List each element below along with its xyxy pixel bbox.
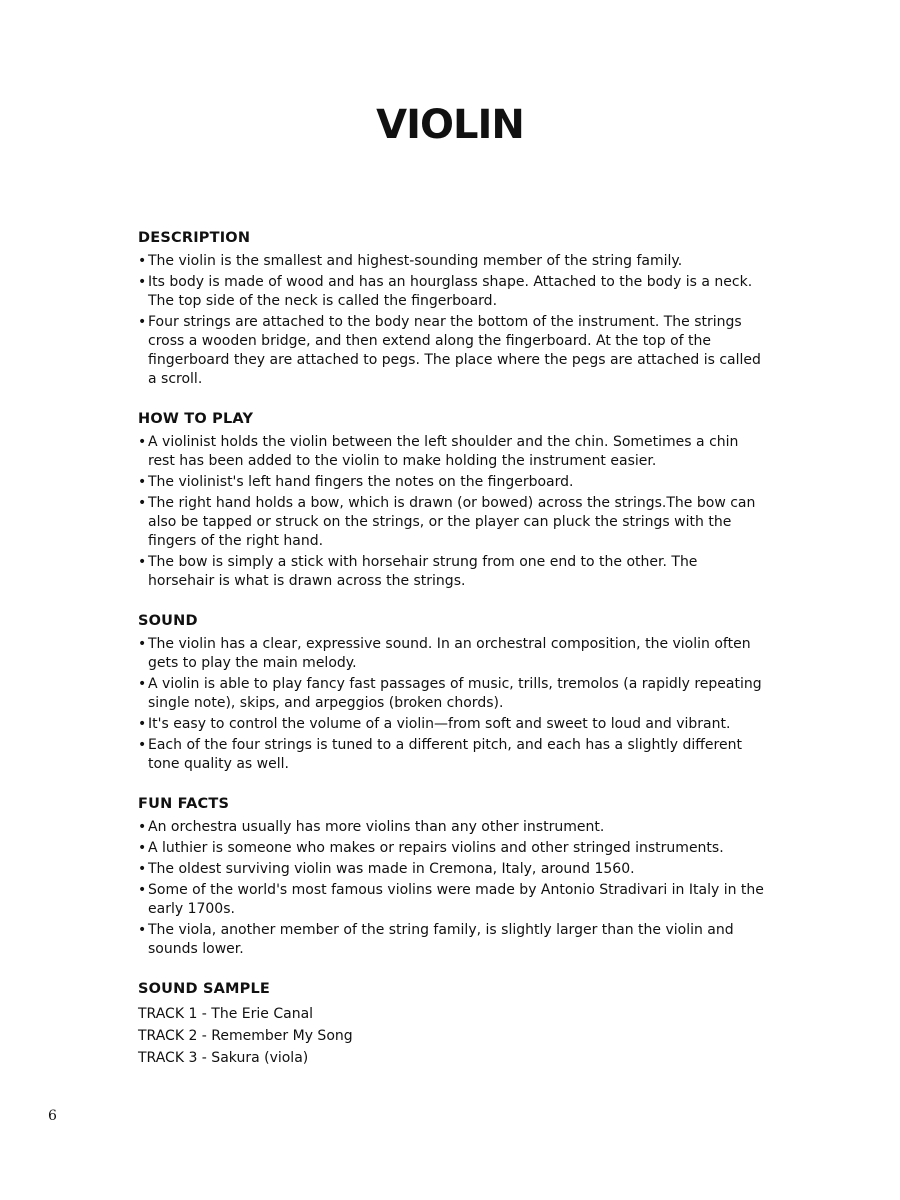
page-title: VIOLIN: [376, 102, 524, 148]
list-item: • A violinist holds the violin between the left shoulder and the chin. Sometimes a chin rest has been added to the violin to make holding the instrument easier.: [138, 434, 739, 469]
bullet-list: [138, 252, 768, 389]
bullet-list: [138, 635, 768, 774]
section-heading: SOUND SAMPLE: [138, 981, 271, 997]
list-item: • The viola, another member of the string family, is slightly larger than the violin and sounds lower.: [138, 922, 734, 957]
list-item: • A violin is able to play fancy fast passages of music, trills, tremolos (a rapidly repeating single note), skips, and arpeggios (broken chords).: [138, 676, 762, 711]
list-item: • It's easy to control the volume of a violin—from soft and sweet to loud and vibrant.: [138, 716, 731, 732]
list-item: • The right hand holds a bow, which is drawn (or bowed) across the strings.The bow can also be tapped or struck on the strings, or the player can pluck the strings with the fingers of the right hand.: [138, 495, 756, 549]
section-description: [138, 230, 768, 389]
section-heading: SOUND: [138, 613, 198, 629]
list-item: • Four strings are attached to the body near the bottom of the instrument. The strings cross a wooden bridge, and then extend along the fingerboard. At the top of the fingerboard they are attached to pegs. The place where the pegs are attached is called a scroll.: [138, 314, 761, 387]
section-heading: HOW TO PLAY: [138, 411, 254, 427]
page-content: [138, 230, 768, 1091]
track-item: TRACK 1 - The Erie Canal: [138, 1006, 314, 1022]
list-item: • Some of the world's most famous violins were made by Antonio Stradivari in Italy in the early 1700s.: [138, 882, 764, 917]
track-item: TRACK 2 - Remember My Song: [138, 1028, 353, 1044]
track-item: TRACK 3 - Sakura (viola): [138, 1050, 309, 1066]
section-how-to-play: [138, 411, 768, 591]
list-item: • The oldest surviving violin was made in Cremona, Italy, around 1560.: [138, 861, 635, 877]
bullet-list: [138, 433, 768, 591]
section-fun-facts: [138, 796, 768, 959]
list-item: • A luthier is someone who makes or repairs violins and other stringed instruments.: [138, 840, 724, 856]
list-item: • Its body is made of wood and has an hourglass shape. Attached to the body is a neck. The top side of the neck is called the fingerboard.: [138, 274, 753, 309]
section-heading: FUN FACTS: [138, 796, 230, 812]
section-heading: DESCRIPTION: [138, 230, 251, 246]
page-number: 6: [48, 1108, 57, 1124]
list-item: • The violin is the smallest and highest-sounding member of the string family.: [138, 253, 683, 269]
list-item: • An orchestra usually has more violins than any other instrument.: [138, 819, 605, 835]
section-sound-sample: [138, 981, 768, 1069]
list-item: • The violin has a clear, expressive sound. In an orchestral composition, the violin often gets to play the main melody.: [138, 636, 751, 671]
section-sound: [138, 613, 768, 774]
list-item: • The bow is simply a stick with horsehair strung from one end to the other. The horsehair is what is drawn across the strings.: [138, 554, 698, 589]
list-item: • Each of the four strings is tuned to a different pitch, and each has a slightly different tone quality as well.: [138, 737, 742, 772]
list-item: • The violinist's left hand fingers the notes on the fingerboard.: [138, 474, 574, 490]
bullet-list: [138, 818, 768, 959]
